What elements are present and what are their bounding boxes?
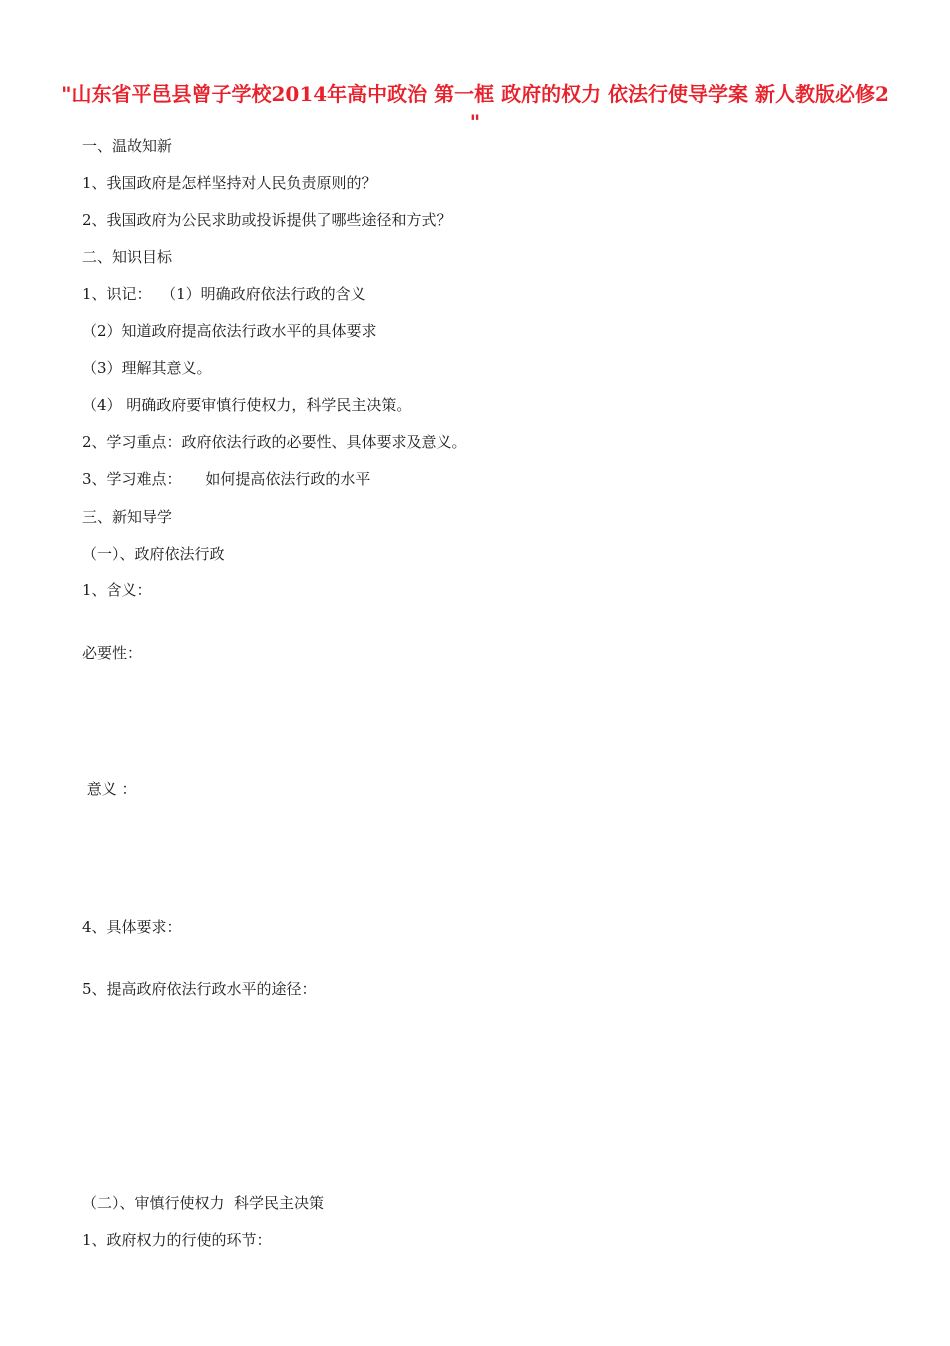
document-title: "山东省平邑县曾子学校2014年高中政治 第一框 政府的权力 依法行使导学案 新人教版必修2 " bbox=[61, 82, 889, 134]
section-heading-goals: 二、知识目标 bbox=[82, 248, 173, 266]
subsection-heading: （一）、政府依法行政 bbox=[82, 545, 225, 563]
question-line: 2、我国政府为公民求助或投诉提供了哪些途径和方式？ bbox=[82, 211, 452, 229]
prompt-line: 必要性： bbox=[82, 644, 143, 662]
subsection-heading: （二）、审慎行使权力 科学民主决策 bbox=[82, 1194, 325, 1212]
goal-line: （4） 明确政府要审慎行使权力，科学民主决策。 bbox=[82, 396, 412, 414]
section-heading-review: 一、温故知新 bbox=[82, 137, 173, 155]
prompt-line: 意义 ： bbox=[82, 780, 137, 798]
goal-line: （3）理解其意义。 bbox=[82, 359, 212, 377]
prompt-line: 1、含义： bbox=[82, 581, 152, 599]
prompt-line: 5、提高政府依法行政水平的途径： bbox=[82, 980, 317, 998]
section-heading-new-knowledge: 三、新知导学 bbox=[82, 508, 173, 526]
goal-line: （2）知道政府提高依法行政水平的具体要求 bbox=[82, 322, 377, 340]
key-point-line: 2、学习重点：政府依法行政的必要性、具体要求及意义。 bbox=[82, 433, 467, 451]
goal-line: 1、识记： （1）明确政府依法行政的含义 bbox=[82, 285, 366, 303]
prompt-line: 4、具体要求： bbox=[82, 918, 182, 936]
difficulty-line: 3、学习难点： 如何提高依法行政的水平 bbox=[82, 470, 371, 488]
prompt-line: 1、政府权力的行使的环节： bbox=[82, 1231, 272, 1249]
question-line: 1、我国政府是怎样坚持对人民负责原则的？ bbox=[82, 174, 377, 192]
